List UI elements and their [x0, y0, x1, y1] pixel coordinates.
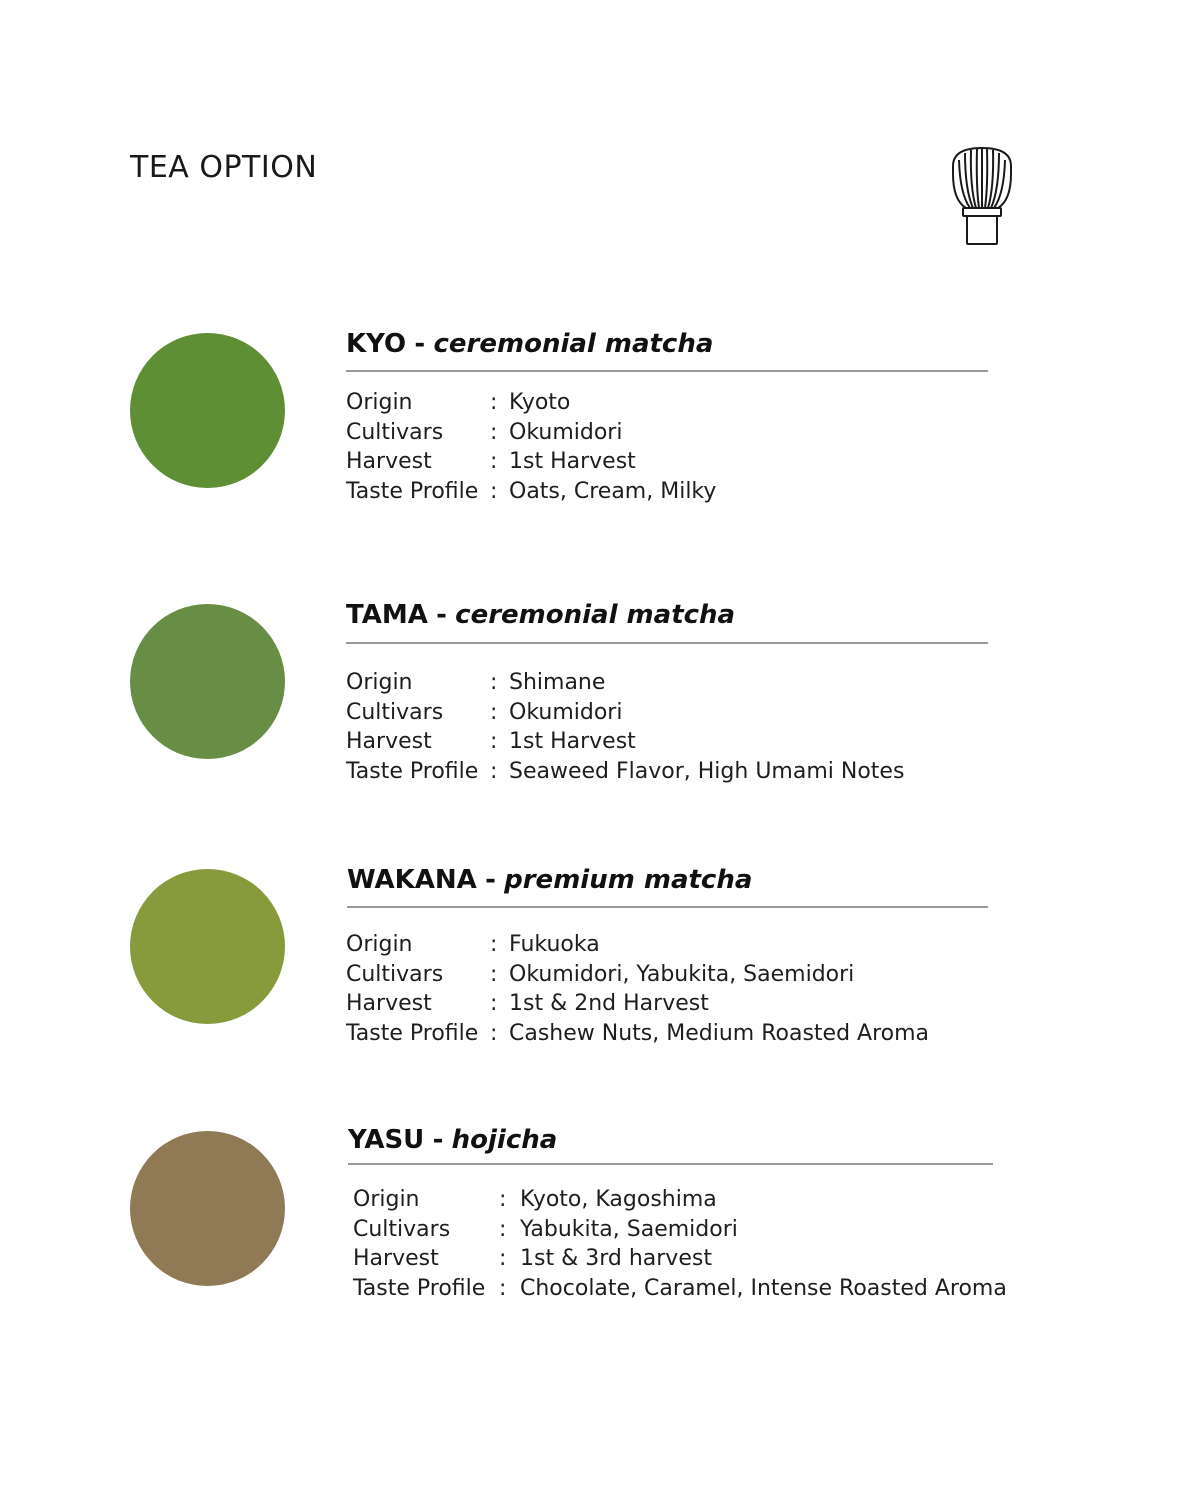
field-label: Cultivars — [346, 699, 444, 725]
cultivars-value: Okumidori, Yabukita, Saemidori — [509, 961, 855, 987]
field-separator: : — [499, 1276, 507, 1302]
taste-profile-value: Chocolate, Caramel, Intense Roasted Aroma — [520, 1276, 1007, 1302]
taste-profile-value: Cashew Nuts, Medium Roasted Aroma — [509, 1021, 930, 1047]
field-label: Harvest — [346, 991, 432, 1017]
tea-name: KYO — [346, 329, 407, 359]
field-label: Taste Profile — [346, 479, 479, 505]
field-label: Origin — [346, 390, 413, 415]
tea-title-dash: - — [436, 600, 447, 630]
divider — [346, 642, 988, 644]
tea-color-swatch — [130, 604, 285, 759]
taste-profile-value: Seaweed Flavor, High Umami Notes — [509, 759, 905, 785]
tea-name: WAKANA — [347, 865, 477, 895]
origin-value: Kyoto, Kagoshima — [520, 1187, 717, 1212]
field-label: Harvest — [346, 729, 432, 755]
tea-title-dash: - — [432, 1125, 444, 1155]
field-separator: : — [490, 759, 498, 785]
field-label: Taste Profile — [346, 759, 479, 785]
field-label: Cultivars — [346, 961, 444, 987]
tea-color-swatch — [130, 1131, 285, 1286]
field-separator: : — [490, 729, 498, 755]
field-separator: : — [499, 1246, 507, 1272]
tea-grade: premium matcha — [504, 865, 753, 895]
origin-value: Fukuoka — [509, 932, 600, 957]
divider — [347, 906, 988, 908]
tea-grade: ceremonial matcha — [433, 329, 714, 359]
harvest-value: 1st Harvest — [509, 449, 636, 475]
field-label: Harvest — [346, 449, 432, 475]
field-separator: : — [490, 670, 498, 695]
field-label: Origin — [346, 670, 413, 695]
field-label: Taste Profile — [353, 1276, 486, 1302]
field-separator: : — [499, 1187, 507, 1212]
tea-title — [346, 598, 735, 632]
tea-title-dash: - — [485, 865, 496, 895]
tea-color-swatch — [130, 869, 285, 1024]
tea-grade: hojicha — [451, 1125, 558, 1155]
cultivars-value: Okumidori — [509, 419, 623, 445]
field-label: Cultivars — [346, 419, 444, 445]
field-separator: : — [490, 449, 498, 475]
divider — [348, 1163, 993, 1165]
tea-title — [348, 1123, 557, 1157]
matcha-whisk-icon — [948, 144, 1016, 250]
field-separator: : — [490, 932, 498, 957]
origin-value: Shimane — [509, 670, 606, 695]
field-separator: : — [490, 419, 498, 445]
field-label: Cultivars — [353, 1216, 451, 1242]
field-label: Taste Profile — [346, 1021, 479, 1047]
harvest-value: 1st & 3rd harvest — [520, 1246, 712, 1272]
field-label: Origin — [353, 1187, 420, 1212]
field-separator: : — [499, 1216, 507, 1242]
field-separator: : — [490, 991, 498, 1017]
page-title: TEA OPTION — [130, 150, 318, 185]
tea-title — [347, 863, 752, 897]
field-separator: : — [490, 1021, 498, 1047]
origin-value: Kyoto — [509, 390, 571, 415]
tea-name: YASU — [348, 1125, 425, 1155]
field-label: Harvest — [353, 1246, 439, 1272]
field-separator: : — [490, 390, 498, 415]
field-separator: : — [490, 479, 498, 505]
taste-profile-value: Oats, Cream, Milky — [509, 479, 717, 505]
divider — [346, 370, 988, 372]
harvest-value: 1st Harvest — [509, 729, 636, 755]
field-label: Origin — [346, 932, 413, 957]
field-separator: : — [490, 961, 498, 987]
tea-title — [346, 327, 713, 361]
tea-name: TAMA — [346, 600, 428, 630]
field-separator: : — [490, 699, 498, 725]
cultivars-value: Okumidori — [509, 699, 623, 725]
cultivars-value: Yabukita, Saemidori — [520, 1216, 738, 1242]
tea-title-dash: - — [414, 329, 426, 359]
tea-color-swatch — [130, 333, 285, 488]
harvest-value: 1st & 2nd Harvest — [509, 991, 709, 1017]
tea-grade: ceremonial matcha — [455, 600, 736, 630]
